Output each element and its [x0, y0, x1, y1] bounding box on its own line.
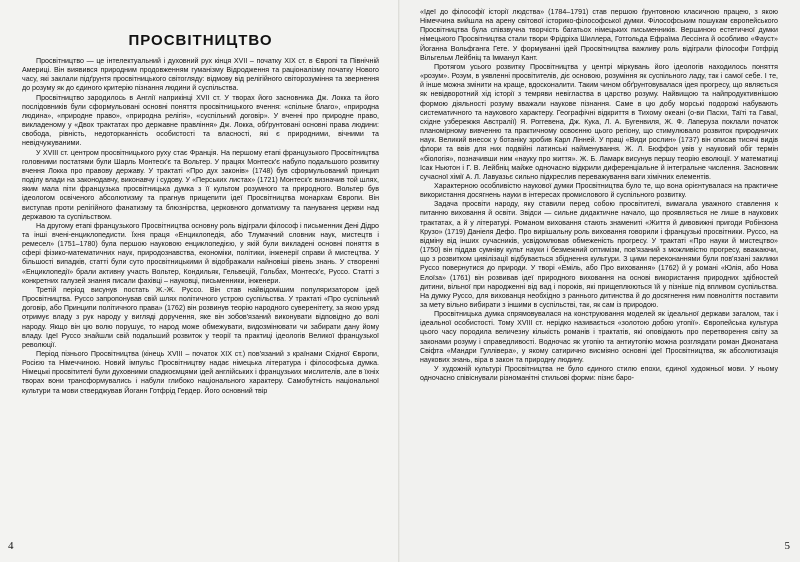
paragraph: Просвітництво зародилось в Англії наприкінці XVII ст. У творах його засновника Дж. Локка та його послідовників були сформульовані основні поняття просвітницького вчення: «спільне благо», «природна людина», «природне право», «природна релігія», «суспільний договір». У вченні про природне право, викладеному у «Двох трактатах про державне правління» Дж. Локка, обґрунтовані основні права людини: свобода, рівність, недоторканність особистості та власності, які є природними, вічними та невідчужуваними.	[22, 93, 379, 148]
paragraph: У XVIII ст. центром просвітницького руху стає Франція. На першому етапі французького Просвітництва головними постатями були Шарль Монтеск'є та Вольтер. У працях Монтеск'є набуло подальшого розвитку вчення Локка про правову державу. У трактаті «Про дух законів» (1748) був сформульований принцип поділу влади на законодавчу, виконавчу і судову. У «Перських листах» (1721) Монтеск'є визначив той шлях, яким мала піти французька просвітницька думка з її культом розумного та природного. Вольтер був ідеологом освіченого абсолютизму та прагнув прищепити ідеї Просвітництва монархам Європи. Він виступав проти релігійного фанатизму та блюзнірства, церковного догматизму та панування церкви над державою та суспільством.	[22, 148, 379, 221]
paragraph: Просвітництво — це інтелектуальний і духовний рух кінця XVII – початку XIX ст. в Європі та Північній Америці. Він виявився природним продовженням гуманізму Відродження та раціоналізму початку Нового часу, які заклали підґрунтя просвітницького світогляду: відмову від релігійного світорозуміння та звернення до розуму як до єдиного критерію пізнання людини й суспільства.	[22, 57, 379, 93]
paragraph: Задача просвіти народу, яку ставили перед собою просвітителі, вимагала уважного ставлення к питанню виховання й освіти. Звідси — сильне дидактичне начало, що проявляється не лише в наукових трактатах, а й у літературі. Романом виховання стають знамениті «Життя й дивовижні пригоди Робінзона Крузо» (1719) Даніеля Дефо. Про вирішальну роль виховання говорили і французькі просвітники. Руссо, на відміну від інших сучасників, усвідомлював обмеженість прогресу. У трактаті «Про науки й мистецтво» (1750) він піддав сумніву культ науки і безмежний оптимізм, пов'язаний з можливістю прогресу, вважаючи, що з розвитком цивілізації відбувається збіднення культури. З цими переконаннями були пов'язані заклики Руссо повернутися до природи. У творі «Еміль, або Про виховання» (1762) й у романі «Юлія, або Нова Елоїза» (1761) він розвивав ідеї природного виховання на основі використання природних здібностей дитини, вільної при народженні від вад і пороків, які прищеплюються їй у пізніше під впливом суспільства. На думку Руссо, для вихованця необхідно з раннього дитинства й до досягнення ним повноліття поставити за мету вільно вибирати з іншими в суспільстві, так, як сам із природою.	[420, 200, 778, 309]
right-page	[400, 0, 800, 562]
page-number: 5	[784, 540, 790, 552]
paragraph: На другому етапі французького Просвітництва основну роль відіграли філософ і письменник Дені Дідро та інші вчені-енциклопедисти. Їхня праця «Енциклопедія, або Тлумачний словник наук, мистецтв і ремесел» (1751–1780) була першою науковою енциклопедією, у якій були викладені основні поняття в сфері фізико-математичних наук, природознавства, економіки, політики, інженерії справи й мистецтва. У більшості випадків, статті були суто просвітницькими й відображали найновіші рівень знань. У створенні «Енциклопедії» брали активну участь Вольтер, Кондильяк, Гельвецій, Гольбах, Монтеск'є, Руссо. Статті з конкретних галузей знання писали фахівці – науковці, письменники, інженери.	[22, 221, 379, 285]
paragraph: Третій період висунув постать Ж.-Ж. Руссо. Він став найвідомішим популяризатором ідей Просвітництва. Руссо запропонував свій шлях політичного устрою суспільства. У трактаті «Про суспільний договір, або Принципи політичного права» (1762) він розвинув теорію народного суверенітету, за якою уряд отримує владу з рук народу у вигляді доручення, яке він зобов'язаний виконувати відповідно до волі народу. Якщо він цю волю порушує, то народ може обмежувати, видозмінювати чи забирати дану йому владу. Ідеї Руссо знайшли свій подальший розвиток у теорії та практиці ідеологів Великої французької революції.	[22, 285, 379, 349]
paragraph: «Ідеї до філософії історії людства» (1784–1791) став першою ґрунтовною класичною працею, з якою Німеччина вийшла на арену світової історико-філософської думки. Філософським пошукам європейського Просвітництва була співзвучна творчість багатьох німецьких письменників. Вершиною естетичної думки німецького Просвітництва стали твори Фрідріха Шиллера, Готгольда Ефраїма Лессінга й особливо «Фауст» Йоганна Вольфганга Гете. У формуванні ідей Просвітництва важливу роль відіграли філософи Готфрід Вільгельм Лейбніц та Імманул Кант.	[420, 8, 778, 62]
paragraph: Просвітницька думка спрямовувалася на конструювання моделей як ідеальної держави загалом, так і ідеальної особистості. Тому XVIII ст. нерідко називається «золотою добою утопії». Європейська культура цього часу породила величезну кількість романів і трактатів, які оповідають про перетворення світу за законами розуму і справедливості. Водночас як утопію та антиутопію можна розглядати роман Джонатана Свіфта «Мандри Гуллівера», у якому сатирично висміяно основні ідеї Просвітництва, як абсолютизація наукових знань, віра в закон та природну людину.	[420, 310, 778, 364]
page-title: ПРОСВІТНИЦТВО	[128, 32, 273, 49]
paragraph: Протягом усього розвитку Просвітництва у центрі міркувань його ідеологів находилось поняття «розум». Розум, в уявленні просвітителів, діє основою, розуміння як суспільного ладу, так і самої себе. І те, й інше можна змінити на краще, вдосконалити. Таким чином обґрунтовувалася ідея прогресу, що являється як невідворотний хід історії з темряви невігластва в царство розуму. Найвищою та найпродуктивнішою формою діяльності розуму вважали наукове пізнання. Саме в цю добу морські подорожі набувають систематичного та наукового характеру. Географічні відкриття в Тихому океані (о-ви Пасхи, Таїті та Гаваї, східне узбережжя Австралії) Я. Роггевена, Дж. Кука, Л. А. Бугенвиля, Ж. Ф. Лаперуза поклали початок планомірному вивченню та практичному освоєнню цього регіону, що стимулювало розвиток природничих наук. Великий внесок у ботаніку зробив Карл Лінней. У праці «Види рослин» (1737) він описав тисячі видів флори та ввів для них подвійні латинські найменування. Ж. Л. Бюффон увів у науковий обіг термін «біологія», позначивши ним «науку про життя». Ж. Б. Ламарк висунув першу теорію еволюції. У математиці Ісак Ньютон і Г. В. Лейбніц майже одночасно відкрили диференціальне й інтегральне числення. Засновник сучасної хімії А. Л. Лавуазьє сильно підкреслив переважування ваги хімічних елементів.	[420, 62, 778, 181]
page-number: 4	[8, 540, 14, 552]
paragraph: Характерною особливістю наукової думки Просвітництва було те, що вона орієнтувалася на практичне використання досягнень науки в інтересах промислового й суспільного розвитку.	[420, 181, 778, 200]
paragraph: Період пізнього Просвітництва (кінець XVIII – початок XIX ст.) пов'язаний з країнами Східної Європи, Росією та Німеччиною. Новий імпульс Просвітництву надає німецька література і філософська думка. Німецькі просвітителі були духовними спадкоємцями ідей англійських і французьких мислителів, але в їхніх творах вони трансформувались і набули глибоко національного характеру. Самобутність національної культури та мови стверджував Йоганн Готфрід Гердер. Його основний твір	[22, 350, 379, 395]
paragraph: У художній культурі Просвітництва не було єдиного стилю епохи, єдиної художньої мови. У ньому одночасно співіснували різноманітні стильові форми: пізнє баро-	[420, 365, 778, 383]
